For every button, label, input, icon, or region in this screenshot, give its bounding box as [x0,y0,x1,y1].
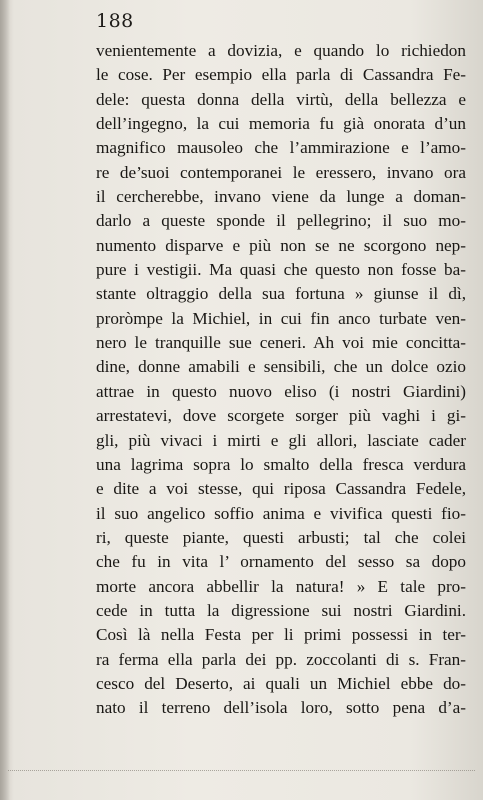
text-line: morte ancora abbellir la natura! » E tale pro- [96,576,466,596]
text-line: numento disparve e più non se ne scorgono nep- [96,235,466,255]
text-line: il suo angelico soffio anima e vivifica questi fio- [96,503,466,523]
text-line: che fu in vita l’ ornamento del sesso sa dopo [96,552,466,572]
text-line: il cercherebbe, invano viene da lunge a doman- [96,187,466,207]
text-line: re de’suoi contemporanei le eressero, invano ora [96,162,466,182]
text-line: dele: questa donna della virtù, della bellezza e [96,89,466,109]
text-line: dine, donne amabili e sensibili, che un dolce ozio [96,357,466,377]
text-line: ri, queste piante, questi arbusti; tal che colei [96,527,466,547]
text-line: magnifico mausoleo che l’ammirazione e l’amo- [96,138,466,158]
text-line: pure i vestigii. Ma quasi che questo non fosse ba- [96,260,466,280]
page-bottom-edge [8,770,475,772]
text-line: nero le tranquille sue ceneri. Ah voi mie concitta- [96,333,466,353]
text-line: nato il terreno dell’isola loro, sotto pena d’a- [96,698,466,718]
text-line: attrae in questo nuovo eliso (i nostri Giardini) [96,381,466,401]
text-line: e dite a voi stesse, qui riposa Cassandra Fedele, [96,479,466,499]
text-line: le cose. Per esempio ella parla di Cassandra Fe- [96,65,466,85]
page-gutter-shadow [0,0,10,800]
text-line: gli, più vivaci i mirti e gli allori, lasciate cader [96,430,466,450]
text-line: Così là nella Festa per li primi possessi in ter- [96,625,466,645]
text-line: ra ferma ella parla dei pp. zoccolanti di s. Fran- [96,649,466,669]
text-line: cede in tutta la digressione sui nostri Giardini. [96,600,466,620]
text-line: dell’ingegno, la cui memoria fu già onorata d’un [96,114,466,134]
body-text [96,39,466,721]
text-line: stante oltraggio della sua fortuna » giunse il dì, [96,284,466,304]
page-number: 188 [96,10,134,32]
text-line: proròmpe la Michiel, in cui fin anco turbate ven- [96,308,466,328]
text-line: cesco del Deserto, ai quali un Michiel ebbe do- [96,673,466,693]
text-line: darlo a queste sponde il pellegrino; il suo mo- [96,211,466,231]
text-line: venientemente a dovizia, e quando lo richiedon [96,41,466,60]
text-line: una lagrima sopra lo smalto della fresca verdura [96,454,466,474]
text-line: arrestatevi, dove scorgete sorger più vaghi i gi- [96,406,466,426]
